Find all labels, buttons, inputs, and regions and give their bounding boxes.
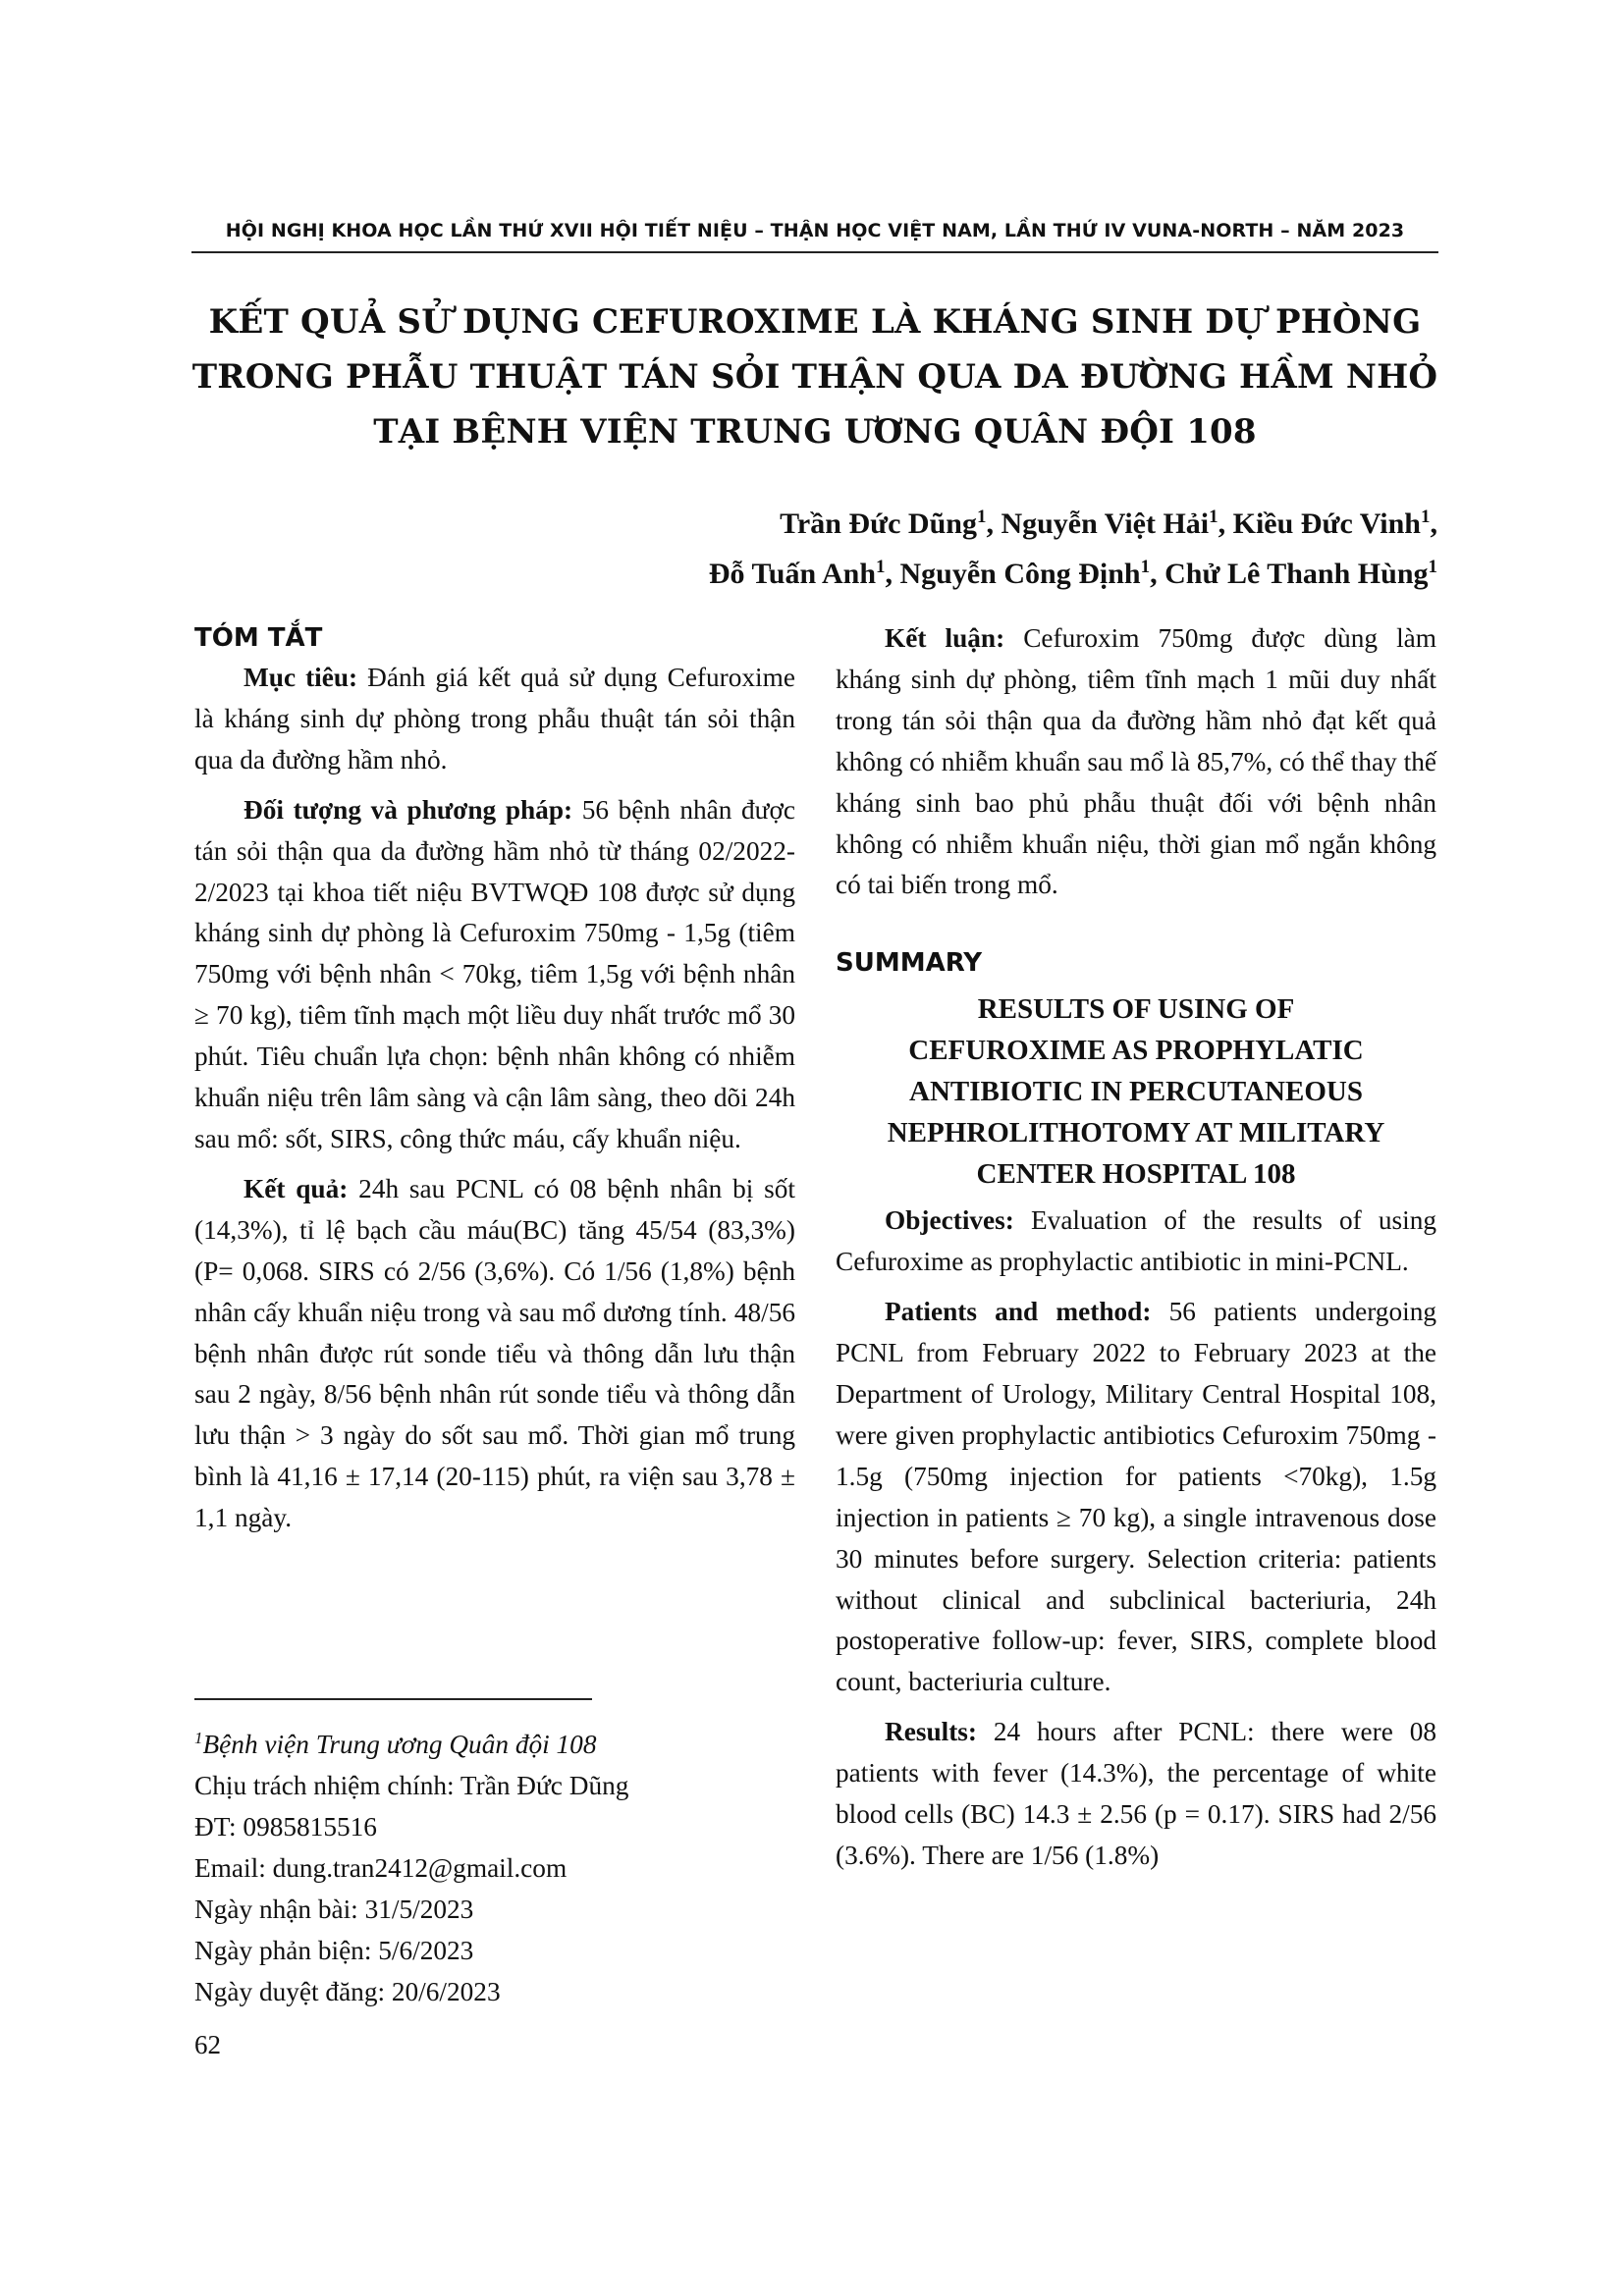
author-list — [709, 496, 1437, 596]
results-paragraph — [836, 1712, 1436, 1877]
ket-qua-label: Kết quả: — [244, 1173, 349, 1203]
page-number: 62 — [194, 2030, 221, 2059]
ket-qua-paragraph — [194, 1169, 795, 1539]
results-label: Results: — [885, 1717, 978, 1747]
footnote-email: Email: dung.tran2412@gmail.com — [194, 1852, 568, 1883]
footnote-reviewed: Ngày phản biện: 5/6/2023 — [194, 1935, 474, 1965]
ket-luan-paragraph — [836, 618, 1436, 906]
objectives-label: Objectives: — [885, 1205, 1014, 1236]
muc-tieu-text: Đánh giá kết quả sử dụng Cefuroxime là kháng sinh dự phòng trong phẫu thuật tán sỏi thận qua da đường hầm nhỏ. — [194, 663, 795, 774]
doi-tuong-paragraph — [194, 790, 795, 1160]
author-name: Kiều Đức Vinh — [1232, 507, 1421, 540]
title-line-2: TRONG PHẪU THUẬT TÁN SỎI THẬN QUA DA ĐƯỜNG HẦM NHỎ — [191, 357, 1438, 397]
affiliation-mark: 1 — [876, 557, 886, 577]
footnote-responsible: Chịu trách nhiệm chính: Trần Đức Dũng — [194, 1771, 629, 1800]
article-title — [191, 294, 1438, 459]
affiliation-text: Bệnh viện Trung ương Quân đội 108 — [202, 1730, 597, 1760]
english-title-line: NEPHROLITHOTOMY AT MILITARY — [887, 1117, 1385, 1149]
header-rule — [191, 251, 1438, 253]
title-line-1: KẾT QUẢ SỬ DỤNG CEFUROXIME LÀ KHÁNG SINH DỰ PHÒNG — [208, 302, 1422, 342]
patients-text: 56 patients undergoing PCNL from February 2022 to February 2023 at the Department of Urology, Military Central Hospital 108, were given prophylactic antibiotics Cefuroxim 750mg - 1.5g (750mg injection for patients <70kg), 1.5g injection in patients ≥ 70 kg), a single intravenous dose 30 minutes before surgery. Selection criteria: patients without clinical and subclinical bacteriuria, 24h postoperative follow-up: fever, SIRS, complete blood count, bacteriuria culture. — [836, 1297, 1436, 1697]
results-text: 24 hours after PCNL: there were 08 patients with fever (14.3%), the percentage of white blood cells (BC) 14.3 ± 2.56 (p = 0.17). SIRS had 2/56 (3.6%). There are 1/56 (1.8%) — [836, 1717, 1436, 1870]
ket-luan-label: Kết luận: — [885, 623, 1005, 653]
footnote-affiliation — [194, 1718, 795, 1766]
title-line-3: TẠI BỆNH VIỆN TRUNG ƯƠNG QUÂN ĐỘI 108 — [373, 412, 1257, 452]
muc-tieu-label: Mục tiêu: — [244, 663, 358, 692]
author-line-1: Trần Đức Dũng$^1$, Nguyễn Việt Hải$^1$, Kiều Đức Vinh$^1$, — [780, 507, 1437, 540]
doi-tuong-text: 56 bệnh nhân được tán sỏi thận qua da đường hầm nhỏ từ tháng 02/2022- 2/2023 tại khoa tiết niệu BVTWQĐ 108 được sử dụng kháng sinh dự phòng là Cefuroxim 750mg - 1,5g (tiêm 750mg với bệnh nhân < 70kg, tiêm 1,5g với bệnh nhân ≥ 70 kg), tiêm tĩnh mạch một liều duy nhất trước mổ 30 phút. Tiêu chuẩn lựa chọn: bệnh nhân không có nhiễm khuẩn niệu trên lâm sàng và cận lâm sàng, theo dõi 24h sau mổ: sốt, SIRS, công thức máu, cấy khuẩn niệu. — [194, 794, 795, 1153]
ket-qua-text: 24h sau PCNL có 08 bệnh nhân bị sốt (14,3%), tỉ lệ bạch cầu máu(BC) tăng 45/54 (83,3%) (P= 0,068. SIRS có 2/56 (3,6%). Có 1/56 (1,8%) bệnh nhân cấy khuẩn niệu trong và sau mổ dương tính. 48/56 bệnh nhân được rút sonde tiểu và thông dẫn lưu thận sau 2 ngày, 8/56 bệnh nhân rút sonde tiểu và thông dẫn lưu thận > 3 ngày do sốt sau mổ. Thời gian mổ trung bình là 41,16 ± 17,14 (20-115) phút, ra viện sau 3,78 ± 1,1 ngày. — [194, 1173, 795, 1533]
footnote-accepted: Ngày duyệt đăng: 20/6/2023 — [194, 1976, 501, 2006]
objectives-text: Evaluation of the results of using Cefuroxime as prophylactic antibiotic in mini-PCNL. — [836, 1205, 1436, 1277]
footnote-received: Ngày nhận bài: 31/5/2023 — [194, 1894, 474, 1924]
author-name: Chử Lê Thanh Hùng — [1164, 558, 1429, 590]
english-title-line: ANTIBIOTIC IN PERCUTANEOUS — [909, 1076, 1363, 1108]
english-title-line: RESULTS OF USING OF — [977, 993, 1295, 1026]
patients-label: Patients and method: — [885, 1297, 1152, 1327]
author-name: Nguyễn Việt Hải — [1001, 507, 1210, 540]
english-title — [836, 988, 1436, 1195]
doi-tuong-label: Đối tượng và phương pháp: — [244, 794, 573, 825]
objectives-paragraph — [836, 1201, 1436, 1283]
author-line-2: Đỗ Tuấn Anh$^1$, Nguyễn Công Định$^1$, Chử Lê Thanh Hùng$^1$ — [708, 557, 1437, 590]
footnote-phone: ĐT: 0985815516 — [194, 1811, 377, 1842]
left-column — [194, 618, 795, 1539]
footnotes — [194, 1718, 795, 2012]
english-title-line: CEFUROXIME AS PROPHYLATIC — [908, 1035, 1364, 1067]
affiliation-mark: 1 — [1140, 557, 1151, 577]
muc-tieu-paragraph — [194, 658, 795, 781]
running-header: HỘI NGHỊ KHOA HỌC LẦN THỨ XVII HỘI TIẾT NIỆU – THẬN HỌC VIỆT NAM, LẦN THỨ IV VUNA-NORTH – NĂM 2023 — [225, 220, 1405, 241]
affiliation-mark: 1 — [1421, 507, 1431, 527]
author-name: Đỗ Tuấn Anh — [708, 558, 877, 590]
affiliation-mark: 1 — [194, 1729, 203, 1747]
tom-tat-heading: TÓM TẮT — [194, 623, 323, 653]
author-name: Trần Đức Dũng — [780, 507, 977, 540]
right-column — [836, 618, 1436, 1877]
patients-paragraph — [836, 1292, 1436, 1703]
affiliation-mark: 1 — [976, 507, 987, 527]
english-title-line: CENTER HOSPITAL 108 — [976, 1158, 1296, 1191]
footnote-rule — [194, 1698, 592, 1700]
author-name: Nguyễn Công Định — [899, 558, 1141, 590]
summary-heading: SUMMARY — [836, 948, 983, 979]
affiliation-mark: 1 — [1209, 507, 1218, 527]
affiliation-mark: 1 — [1428, 557, 1437, 577]
ket-luan-text: Cefuroxim 750mg được dùng làm kháng sinh dự phòng, tiêm tĩnh mạch 1 mũi duy nhất trong tán sỏi thận qua da đường hầm nhỏ đạt kết quả không có nhiễm khuẩn sau mổ là 85,7%, có thể thay thế kháng sinh bao phủ phẫu thuật đối với bệnh nhân không có nhiễm khuẩn niệu, thời gian mổ ngắn không có tai biến trong mổ. — [836, 623, 1436, 900]
